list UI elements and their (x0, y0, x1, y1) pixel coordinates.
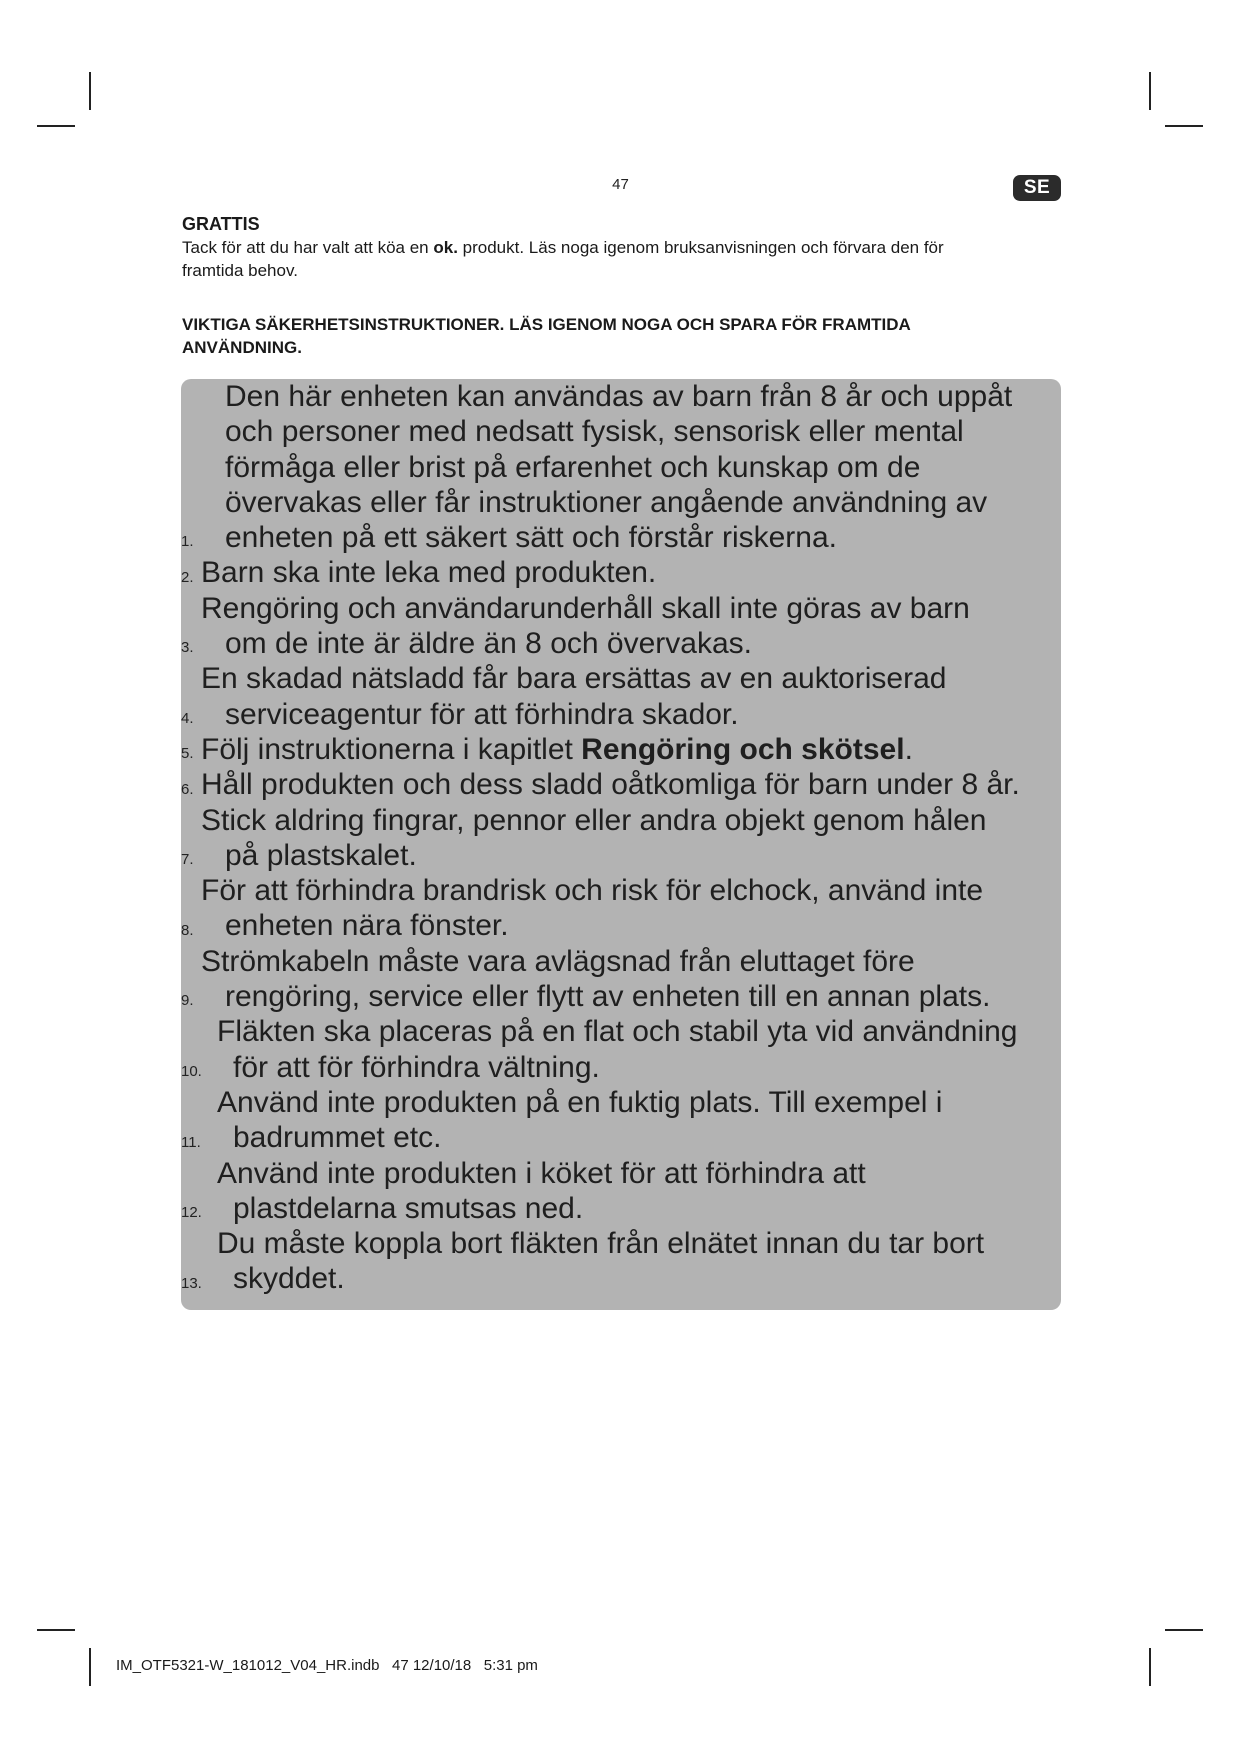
safety-item-number: 5. (181, 745, 194, 763)
intro-text-before: Tack för att du har valt att köa en (182, 238, 434, 257)
safety-item (181, 661, 1061, 732)
safety-item-continuation: för att för förhindra vältning. (233, 1050, 600, 1084)
safety-item (181, 803, 1061, 874)
safety-item-text-main: Följ instruktionerna i kapitlet (201, 732, 582, 766)
safety-item (181, 732, 1061, 767)
crop-mark-bottom-right-vertical (1149, 1648, 1151, 1686)
safety-item-text-main: Den här enheten kan användas av barn från 8 år och uppåt (225, 380, 1013, 413)
safety-item-text-main: Strömkabeln måste vara avlägsnad från eluttaget före (201, 944, 915, 978)
safety-item (181, 767, 1061, 802)
safety-item-text (201, 661, 1061, 696)
safety-item-continuation: förmåga eller brist på erfarenhet och kunskap om de (225, 450, 921, 484)
safety-item (181, 1014, 1061, 1085)
safety-item-text (225, 379, 1061, 414)
safety-item-text-end: . (904, 732, 913, 766)
safety-heading-line1: VIKTIGA SÄKERHETSINSTRUKTIONER. LÄS IGENOM NOGA OCH SPARA FÖR FRAMTIDA (182, 315, 911, 334)
safety-item-text-main: En skadad nätsladd får bara ersättas av en auktoriserad (201, 662, 947, 696)
safety-item (181, 379, 1061, 555)
safety-item-chapter-name: Rengöring och skötsel (581, 732, 905, 766)
crop-mark-bottom-left-horizontal (37, 1629, 75, 1631)
safety-item-text-main: Håll produkten och dess sladd oåtkomliga för barn under 8 år. (201, 768, 1020, 802)
safety-item-text-main: Fläkten ska placeras på en flat och stabil yta vid användning (217, 1015, 1018, 1049)
intro-text (182, 236, 1062, 282)
safety-item-text (217, 1014, 1061, 1049)
safety-item-continuation: skyddet. (233, 1262, 345, 1296)
language-badge: SE (1013, 175, 1061, 201)
crop-mark-top-right-vertical (1149, 72, 1151, 110)
safety-item-text (201, 944, 1061, 979)
safety-item-number: 6. (181, 780, 194, 798)
safety-item (181, 944, 1061, 1015)
safety-item (181, 873, 1061, 944)
safety-item-text (201, 591, 1061, 626)
safety-item-number: 13. (181, 1274, 202, 1292)
safety-item-number: 8. (181, 921, 194, 939)
intro-text-after: produkt. Läs noga igenom bruksanvisningen och förvara den för (457, 238, 944, 257)
safety-item-continuation: enheten på ett säkert sätt och förstår riskerna. (225, 521, 837, 555)
safety-item-text (201, 803, 1061, 838)
safety-instructions-list (181, 379, 1061, 1297)
safety-item-text-main: Använd inte produkten i köket för att förhindra att (217, 1156, 866, 1190)
safety-item-continuation: rengöring, service eller flytt av enheten till en annan plats. (225, 980, 991, 1014)
safety-item-continuation: plastdelarna smutsas ned. (233, 1191, 584, 1225)
safety-item-text-main: För att förhindra brandrisk och risk för elchock, använd inte (201, 874, 984, 908)
safety-item (181, 1226, 1061, 1297)
safety-item-continuation: om de inte är äldre än 8 och övervakas. (225, 627, 752, 661)
safety-item-continuation: badrummet etc. (233, 1121, 442, 1155)
safety-item (181, 555, 1061, 590)
safety-heading (182, 313, 1062, 359)
crop-mark-top-left-vertical (89, 72, 91, 110)
crop-mark-top-left-horizontal (37, 125, 75, 127)
safety-item-text (201, 555, 1061, 590)
safety-item-text (201, 873, 1061, 908)
print-file-info: IM_OTF5321-W_181012_V04_HR.indb 47 12/10/18 5:31 pm (116, 1657, 538, 1674)
safety-item-number: 4. (181, 709, 194, 727)
safety-item-text-main: Rengöring och användarunderhåll skall inte göras av barn (201, 591, 970, 625)
safety-item (181, 591, 1061, 662)
safety-heading-line2: ANVÄNDNING. (182, 338, 302, 357)
safety-item (181, 1156, 1061, 1227)
safety-instructions-panel (181, 379, 1061, 1310)
crop-mark-bottom-left-vertical (89, 1648, 91, 1686)
safety-item-text-main: Du måste koppla bort fläkten från elnätet innan du tar bort (217, 1227, 985, 1261)
safety-item-text-main: Barn ska inte leka med produkten. (201, 556, 657, 590)
safety-item-continuation: övervakas eller får instruktioner angående användning av (225, 485, 988, 519)
safety-item-text (217, 1156, 1061, 1191)
safety-item-continuation: och personer med nedsatt fysisk, sensorisk eller mental (225, 415, 964, 449)
safety-item-text (217, 1085, 1061, 1120)
safety-item-continuation: serviceagentur för att förhindra skador. (225, 697, 739, 731)
safety-item-text (201, 767, 1061, 802)
safety-item-text-main: Använd inte produkten på en fuktig plats. Till exempel i (217, 1085, 943, 1119)
safety-item-continuation: på plastskalet. (225, 838, 417, 872)
safety-item-continuation: enheten nära fönster. (225, 909, 509, 943)
safety-item-number: 7. (181, 851, 194, 869)
safety-item-number: 11. (181, 1133, 201, 1151)
crop-mark-bottom-right-horizontal (1165, 1629, 1203, 1631)
safety-item-number: 12. (181, 1204, 202, 1222)
safety-item-text (201, 732, 1061, 767)
page-number: 47 (612, 176, 629, 193)
brand-name: ok. (433, 238, 458, 257)
safety-item-number: 2. (181, 568, 194, 586)
safety-item-number: 1. (181, 533, 194, 551)
safety-item-number: 3. (181, 639, 194, 657)
safety-item-text-main: Stick aldring fingrar, pennor eller andra objekt genom hålen (201, 803, 987, 837)
safety-item-number: 9. (181, 992, 194, 1010)
safety-item-text (217, 1226, 1061, 1261)
crop-mark-top-right-horizontal (1165, 125, 1203, 127)
safety-item-number: 10. (181, 1062, 202, 1080)
intro-heading: GRATTIS (182, 214, 260, 234)
safety-item (181, 1085, 1061, 1156)
intro-text-line2: framtida behov. (182, 261, 298, 280)
